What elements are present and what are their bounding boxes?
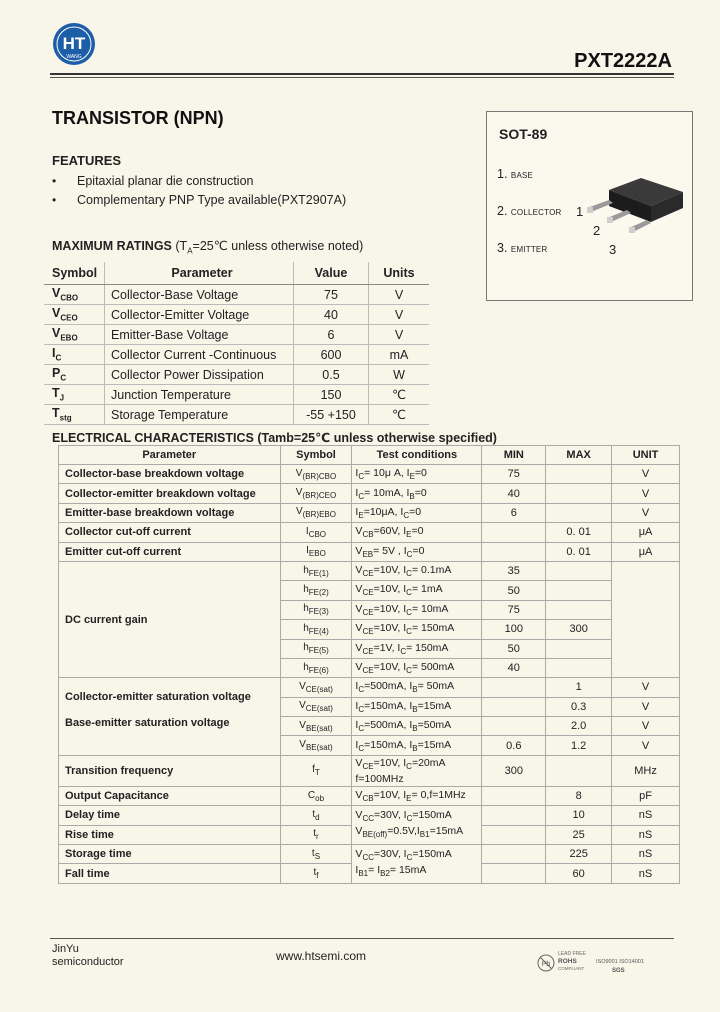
symbol: $V_{CBO}$ xyxy=(44,285,105,305)
min-value: 6 xyxy=(482,503,546,522)
min-value xyxy=(482,806,546,825)
test-condition: $V_{CE}=10V$, $I_C= 0.1mA$ xyxy=(352,561,482,580)
test-condition: $V_{CE}=10V$, $I_C= 150mA$ xyxy=(352,620,482,639)
value: 600 xyxy=(294,345,369,365)
test-condition: $I_C=500mA$, $I_B= 50mA$ xyxy=(352,678,482,697)
test-condition: $I_C=500mA$, $I_B=50mA$ xyxy=(352,717,482,736)
table-row xyxy=(59,503,680,522)
value: 75 xyxy=(294,285,369,305)
table-row xyxy=(59,561,680,580)
pb-free-icon: Pb xyxy=(541,961,551,968)
pin-number: 2 xyxy=(593,223,601,238)
test-condition: $V_{EB}= 5V$ , $I_C=0$ xyxy=(352,542,482,561)
parameter: Collector Power Dissipation xyxy=(105,365,294,385)
svg-text:ROHS: ROHS xyxy=(558,958,577,965)
company-name xyxy=(52,943,124,969)
parameter: Fall time xyxy=(59,864,281,883)
max-value: 300 xyxy=(546,620,612,639)
test-condition: $V_{CB}=60V$, $I_E=0$ xyxy=(352,523,482,542)
package-name: SOT-89 xyxy=(499,126,548,142)
electrical-heading: ELECTRICAL CHARACTERISTICS (Tamb=25℃ unless otherwise specified) xyxy=(52,431,497,445)
max-value: 10 xyxy=(546,806,612,825)
company-logo xyxy=(52,22,96,66)
symbol: $V_{(BR)CBO}$ xyxy=(280,465,352,484)
pin-label-collector: 2. COLLECTOR xyxy=(497,204,562,218)
features-heading: FEATURES xyxy=(52,153,122,168)
min-value xyxy=(482,523,546,542)
svg-text:ISO9001 ISO14001: ISO9001 ISO14001 xyxy=(596,959,645,965)
col-header: Test conditions xyxy=(352,446,482,465)
unit: V xyxy=(369,305,430,325)
table-row xyxy=(44,385,429,405)
max-value: 2.0 xyxy=(546,717,612,736)
min-value: 50 xyxy=(482,639,546,658)
symbol: $I_{CBO}$ xyxy=(280,523,352,542)
max-value xyxy=(546,658,612,677)
svg-text:LEAD FREE: LEAD FREE xyxy=(558,951,586,957)
max-ratings-table xyxy=(44,262,429,425)
pin-label-base: 1. BASE xyxy=(497,167,534,181)
min-value: 50 xyxy=(482,581,546,600)
symbol: $V_{CEO}$ xyxy=(44,305,105,325)
max-value xyxy=(546,639,612,658)
symbol: $V_{CE(sat)}$ xyxy=(280,678,352,697)
col-header: Parameter xyxy=(59,446,281,465)
max-ratings-heading: MAXIMUM RATINGS ($T_A=25℃$ unless otherwise noted) xyxy=(52,239,364,256)
max-value: 0. 01 xyxy=(546,523,612,542)
page-title: TRANSISTOR (NPN) xyxy=(52,108,224,128)
pin-number: 1 xyxy=(576,204,584,219)
parameter: Delay time xyxy=(59,806,281,825)
header-rule-thin xyxy=(50,77,674,78)
symbol: $V_{(BR)EBO}$ xyxy=(280,503,352,522)
footer-rule xyxy=(50,938,674,939)
max-value xyxy=(546,465,612,484)
max-value xyxy=(546,581,612,600)
col-header: MIN xyxy=(482,446,546,465)
unit: V xyxy=(612,484,680,503)
part-number: PXT2222A xyxy=(574,50,672,72)
max-value xyxy=(546,600,612,619)
max-value xyxy=(546,755,612,786)
col-header: UNIT xyxy=(612,446,680,465)
table-row xyxy=(59,806,680,825)
table-row xyxy=(59,717,680,736)
sot89-package-icon xyxy=(576,172,689,262)
company-line: JinYu xyxy=(52,943,79,955)
min-value xyxy=(482,825,546,844)
max-value: 1.2 xyxy=(546,736,612,755)
symbol: $V_{BE(sat)}$ xyxy=(280,717,352,736)
min-value: 300 xyxy=(482,755,546,786)
symbol: $t_S$ xyxy=(280,845,352,864)
symbol: $V_{EBO}$ xyxy=(44,325,105,345)
parameter: Collector-emitter saturation voltage xyxy=(59,678,281,717)
table-row xyxy=(44,405,429,425)
max-value xyxy=(546,503,612,522)
max-value: 0.3 xyxy=(546,697,612,716)
min-value: 75 xyxy=(482,465,546,484)
table-row xyxy=(59,786,680,805)
col-header: Value xyxy=(294,262,369,285)
min-value xyxy=(482,678,546,697)
unit: nS xyxy=(612,806,680,825)
parameter: Junction Temperature xyxy=(105,385,294,405)
unit: V xyxy=(612,678,680,697)
col-header: Symbol xyxy=(280,446,352,465)
parameter: Collector-Emitter Voltage xyxy=(105,305,294,325)
symbol: $C_{ob}$ xyxy=(280,786,352,805)
test-condition: $V_{CE}=10V$, $I_C= 1mA$ xyxy=(352,581,482,600)
test-condition: $V_{CE}=10V$, $I_C=20mA$ f=100MHz xyxy=(352,755,482,786)
electrical-table xyxy=(58,445,680,884)
col-header: Units xyxy=(369,262,430,285)
parameter: Collector cut-off current xyxy=(59,523,281,542)
test-condition: $V_{CC}=30V$, $I_C=150mA$ $V_{BE(off)}=0.5V,I_{B1}=15mA$ xyxy=(352,806,482,845)
col-header: MAX xyxy=(546,446,612,465)
unit: nS xyxy=(612,864,680,883)
svg-text:SGS: SGS xyxy=(612,968,625,974)
feature-item: • Complementary PNP Type available(PXT2907A) xyxy=(52,191,346,210)
col-header: Symbol xyxy=(44,262,105,285)
parameter: Emitter-Base Voltage xyxy=(105,325,294,345)
min-value xyxy=(482,786,546,805)
certification-badges xyxy=(536,945,666,977)
min-value: 35 xyxy=(482,561,546,580)
unit: ℃ xyxy=(369,385,430,405)
min-value xyxy=(482,542,546,561)
unit: μA xyxy=(612,542,680,561)
test-condition: $V_{CE}=10V$, $I_C= 10mA$ xyxy=(352,600,482,619)
min-value: 100 xyxy=(482,620,546,639)
value: 40 xyxy=(294,305,369,325)
min-value: 0.6 xyxy=(482,736,546,755)
table-row xyxy=(59,542,680,561)
min-value: 75 xyxy=(482,600,546,619)
symbol: $f_T$ xyxy=(280,755,352,786)
max-value xyxy=(546,484,612,503)
symbol: $t_f$ xyxy=(280,864,352,883)
unit: MHz xyxy=(612,755,680,786)
symbol: $I_C$ xyxy=(44,345,105,365)
max-value xyxy=(546,561,612,580)
table-row xyxy=(44,285,429,305)
header-rule xyxy=(50,73,674,75)
unit: mA xyxy=(369,345,430,365)
test-condition: $V_{CC}=30V$, $I_C=150mA$ $I_{B1}= I_{B2}= 15mA$ xyxy=(352,845,482,884)
table-row xyxy=(44,345,429,365)
parameter: Emitter-base breakdown voltage xyxy=(59,503,281,522)
parameter: Collector Current -Continuous xyxy=(105,345,294,365)
logo-text: HT xyxy=(62,34,86,53)
feature-item: • Epitaxial planar die construction xyxy=(52,172,346,191)
unit: V xyxy=(369,325,430,345)
table-row xyxy=(44,305,429,325)
table-row xyxy=(59,465,680,484)
min-value: 40 xyxy=(482,484,546,503)
value: 150 xyxy=(294,385,369,405)
parameter: Collector-base breakdown voltage xyxy=(59,465,281,484)
min-value xyxy=(482,864,546,883)
symbol: $t_d$ xyxy=(280,806,352,825)
parameter: Storage time xyxy=(59,845,281,864)
parameter: Emitter cut-off current xyxy=(59,542,281,561)
symbol: $V_{CE(sat)}$ xyxy=(280,697,352,716)
symbol: $h_{FE(1)}$ xyxy=(280,561,352,580)
parameter: Output Capacitance xyxy=(59,786,281,805)
max-value: 8 xyxy=(546,786,612,805)
table-header-row xyxy=(59,446,680,465)
table-row xyxy=(59,845,680,864)
parameter: Collector-emitter breakdown voltage xyxy=(59,484,281,503)
symbol: $V_{(BR)CEO}$ xyxy=(280,484,352,503)
website-link[interactable]: www.htsemi.com xyxy=(276,949,367,963)
unit: V xyxy=(612,736,680,755)
pin-label-emitter: 3. EMITTER xyxy=(497,241,548,255)
table-row xyxy=(44,325,429,345)
unit: W xyxy=(369,365,430,385)
min-value xyxy=(482,845,546,864)
table-row xyxy=(59,484,680,503)
symbol: $h_{FE(5)}$ xyxy=(280,639,352,658)
parameter: Base-emitter saturation voltage xyxy=(59,717,281,756)
unit: V xyxy=(369,285,430,305)
symbol: $h_{FE(4)}$ xyxy=(280,620,352,639)
symbol: $I_{EBO}$ xyxy=(280,542,352,561)
unit: nS xyxy=(612,825,680,844)
max-value: 25 xyxy=(546,825,612,844)
test-condition: $I_C= 10\mu$ A, $I_E=0$ xyxy=(352,465,482,484)
max-value: 225 xyxy=(546,845,612,864)
parameter: Collector-Base Voltage xyxy=(105,285,294,305)
max-value: 60 xyxy=(546,864,612,883)
parameter: Transition frequency xyxy=(59,755,281,786)
max-value: 0. 01 xyxy=(546,542,612,561)
symbol: $T_J$ xyxy=(44,385,105,405)
company-line: semiconductor xyxy=(52,956,124,968)
symbol: $V_{BE(sat)}$ xyxy=(280,736,352,755)
symbol: $h_{FE(6)}$ xyxy=(280,658,352,677)
value: 0.5 xyxy=(294,365,369,385)
unit: V xyxy=(612,717,680,736)
min-value: 40 xyxy=(482,658,546,677)
value: 6 xyxy=(294,325,369,345)
table-row xyxy=(44,365,429,385)
min-value xyxy=(482,717,546,736)
parameter: DC current gain xyxy=(59,561,281,677)
unit: V xyxy=(612,465,680,484)
symbol: $t_r$ xyxy=(280,825,352,844)
table-row xyxy=(59,523,680,542)
unit: ℃ xyxy=(369,405,430,425)
table-header-row xyxy=(44,262,429,285)
symbol: $P_C$ xyxy=(44,365,105,385)
test-condition: $V_{CE}=10V$, $I_C= 500mA$ xyxy=(352,658,482,677)
symbol: $h_{FE(3)}$ xyxy=(280,600,352,619)
symbol: $T_{stg}$ xyxy=(44,405,105,425)
test-condition: $V_{CE}=1V$, $I_C= 150mA$ xyxy=(352,639,482,658)
min-value xyxy=(482,697,546,716)
unit: pF xyxy=(612,786,680,805)
unit xyxy=(612,561,680,677)
features-list xyxy=(52,172,346,210)
value: -55 +150 xyxy=(294,405,369,425)
table-row xyxy=(59,755,680,786)
table-row xyxy=(59,678,680,697)
svg-text:COMPLIANT: COMPLIANT xyxy=(558,966,585,971)
unit: V xyxy=(612,503,680,522)
test-condition: $I_C= 10mA$, $I_B=0$ xyxy=(352,484,482,503)
symbol: $h_{FE(2)}$ xyxy=(280,581,352,600)
unit: V xyxy=(612,697,680,716)
test-condition: $V_{CB}=10V$, $I_E= 0,f=1MHz$ xyxy=(352,786,482,805)
logo-subtext: WANG xyxy=(66,54,82,60)
parameter: Rise time xyxy=(59,825,281,844)
test-condition: $I_C=150mA$, $I_B=15mA$ xyxy=(352,736,482,755)
test-condition: $I_E=10\mu A$, $I_C=0$ xyxy=(352,503,482,522)
col-header: Parameter xyxy=(105,262,294,285)
unit: μA xyxy=(612,523,680,542)
pin-number: 3 xyxy=(609,242,617,257)
test-condition: $I_C=150mA$, $I_B=15mA$ xyxy=(352,697,482,716)
parameter: Storage Temperature xyxy=(105,405,294,425)
max-value: 1 xyxy=(546,678,612,697)
package-box xyxy=(486,111,693,301)
unit: nS xyxy=(612,845,680,864)
